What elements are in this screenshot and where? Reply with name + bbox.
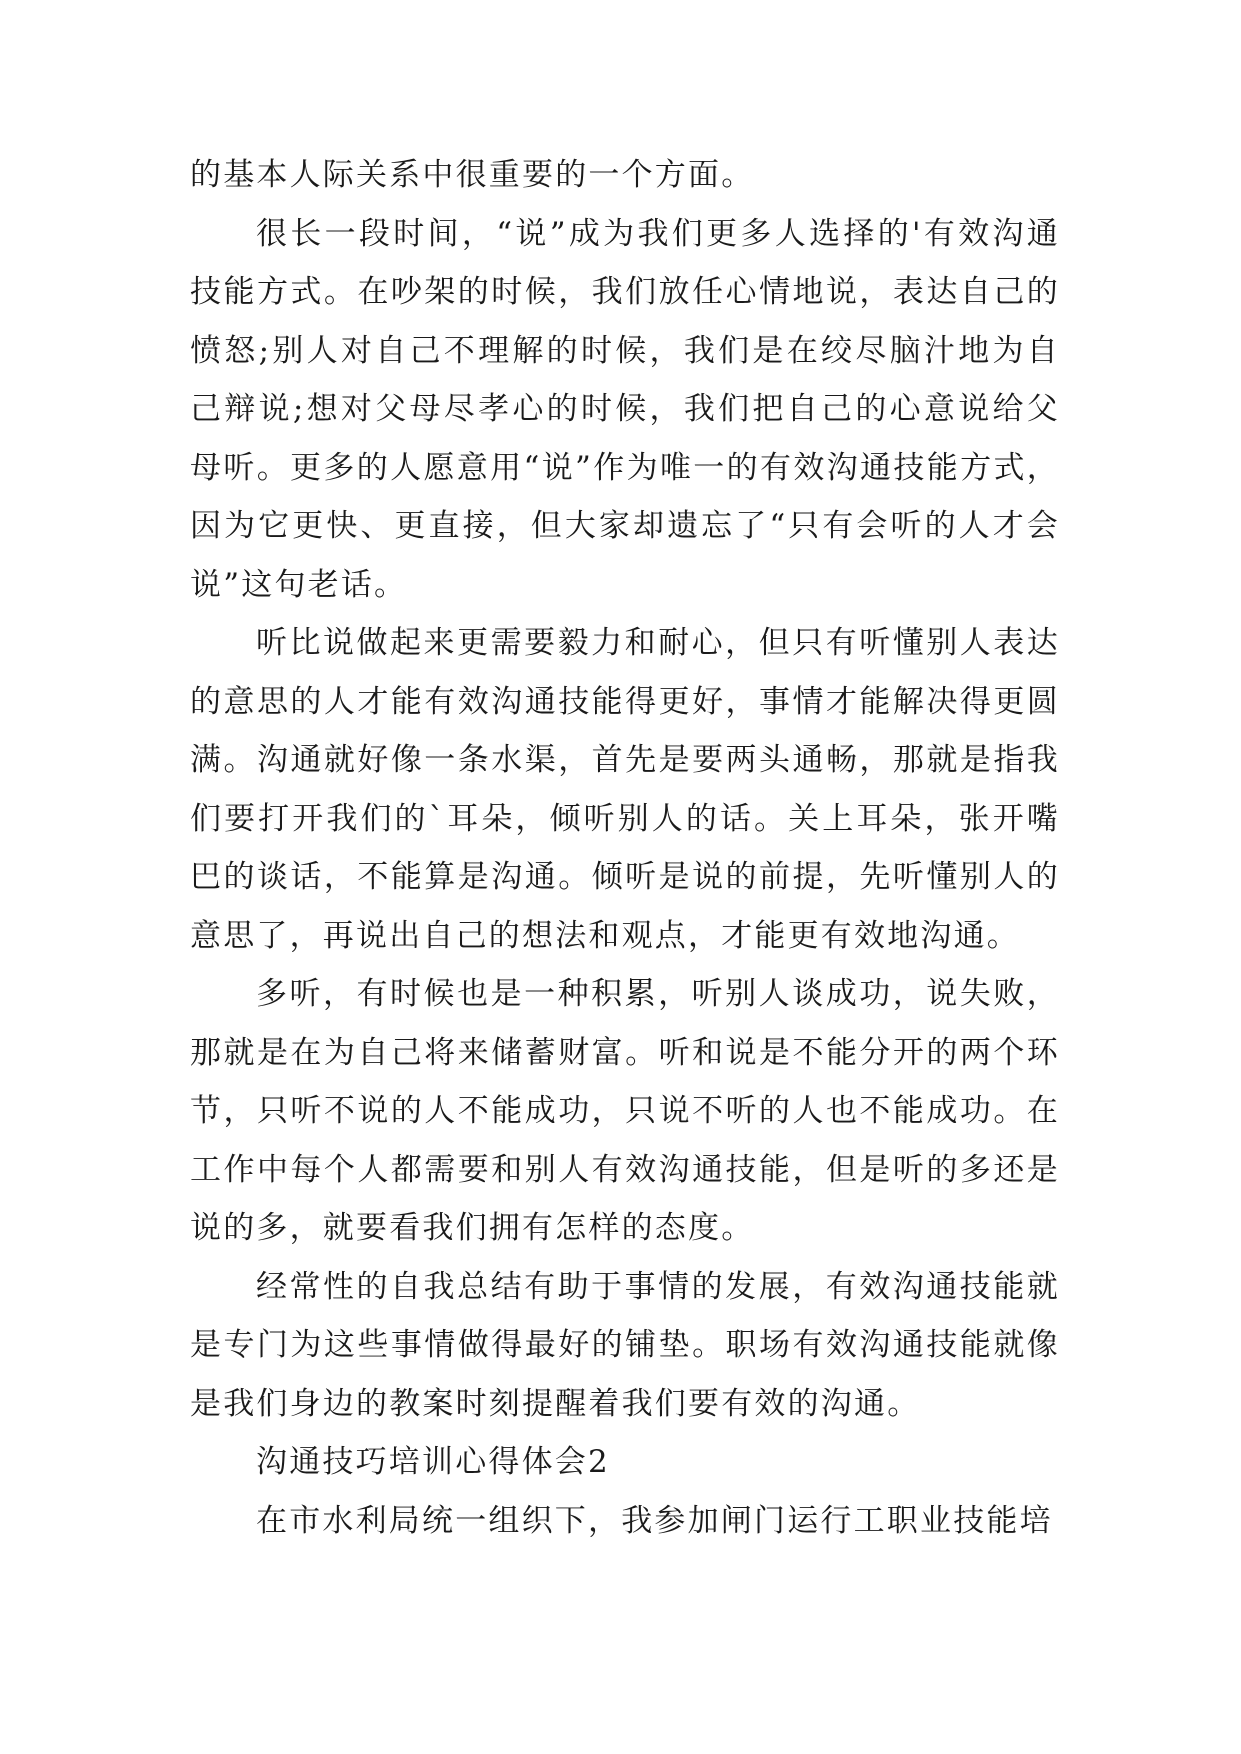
paragraph: 在市水利局统一组织下，我参加闸门运行工职业技能培: [256, 1502, 1053, 1539]
paragraph-continuation: 的基本人际关系中很重要的一个方面。: [190, 157, 755, 193]
paragraph: 经常性的自我总结有助于事情的发展，有效沟通技能就是专门为这些事情做得最好的铺垫。职场有效沟通技能就像是我们身边的教案时刻提醒着我们要有效的沟通。: [190, 1268, 1060, 1422]
paragraph: 很长一段时间，“说”成为我们更多人选择的'有效沟通技能方式。在吵架的时候，我们放任心情地说，表达自己的愤怒;别人对自己不理解的时候，我们是在绞尽脑汁地为自己辩说;想对父母尽孝心的时候，我们把自己的心意说给父母听。更多的人愿意用“说”作为唯一的有效沟通技能方式，因为它更快、更直接，但大家却遗忘了“只有会听的人才会说”这句老话。: [190, 215, 1060, 603]
paragraph: 多听，有时候也是一种积累，听别人谈成功，说失败，那就是在为自己将来储蓄财富。听和说是不能分开的两个环节，只听不说的人不能成功，只说不听的人也不能成功。在工作中每个人都需要和别人有效沟通技能，但是听的多还是说的多，就要看我们拥有怎样的态度。: [190, 976, 1060, 1246]
section-heading: 沟通技巧培训心得体会2: [256, 1444, 610, 1480]
document-body: [190, 146, 1060, 1550]
paragraph: 听比说做起来更需要毅力和耐心，但只有听懂别人表达的意思的人才能有效沟通技能得更好，事情才能解决得更圆满。沟通就好像一条水渠，首先是要两头通畅，那就是指我们要打开我们的`耳朵，倾听别人的话。关上耳朵，张开嘴巴的谈话，不能算是沟通。倾听是说的前提，先听懂别人的意思了，再说出自己的想法和观点，才能更有效地沟通。: [190, 625, 1060, 954]
